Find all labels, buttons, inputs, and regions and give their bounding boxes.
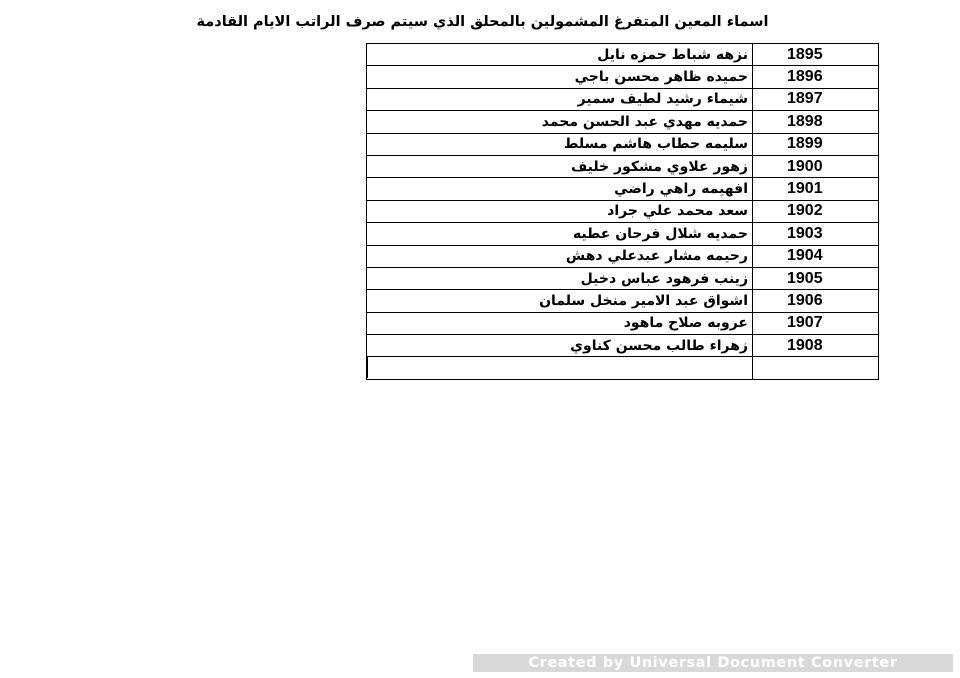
row-number: 1903 bbox=[753, 223, 879, 245]
row-name: سليمه حطاب هاشم مسلط bbox=[367, 133, 753, 155]
empty-name-cell bbox=[367, 357, 753, 379]
table-row bbox=[367, 267, 879, 289]
row-name: حمديه مهدي عبد الحسن محمد bbox=[367, 111, 753, 133]
row-name: عروبه صلاح ماهود bbox=[367, 312, 753, 334]
empty-cell-left bbox=[367, 357, 496, 378]
table-row bbox=[367, 111, 879, 133]
row-number: 1898 bbox=[753, 111, 879, 133]
row-number: 1896 bbox=[753, 66, 879, 88]
row-name: حميده ظاهر محسن باجي bbox=[367, 66, 753, 88]
row-number: 1899 bbox=[753, 133, 879, 155]
table-row bbox=[367, 44, 879, 66]
table-row bbox=[367, 290, 879, 312]
empty-table-row bbox=[367, 357, 879, 379]
row-number: 1907 bbox=[753, 312, 879, 334]
row-number: 1901 bbox=[753, 178, 879, 200]
table-row bbox=[367, 66, 879, 88]
row-name: زينب فرهود عباس دخيل bbox=[367, 267, 753, 289]
empty-split-cell bbox=[367, 357, 752, 378]
row-name: نزهه شباط حمزه نايل bbox=[367, 44, 753, 66]
row-name: افهيمه راهي راضي bbox=[367, 178, 753, 200]
row-number: 1902 bbox=[753, 200, 879, 222]
converter-watermark: Created by Universal Document Converter bbox=[473, 654, 953, 672]
row-number: 1905 bbox=[753, 267, 879, 289]
table-row bbox=[367, 312, 879, 334]
table-row bbox=[367, 88, 879, 110]
table-row bbox=[367, 223, 879, 245]
row-number: 1895 bbox=[753, 44, 879, 66]
row-number: 1900 bbox=[753, 155, 879, 177]
table-row bbox=[367, 155, 879, 177]
row-name: زهراء طالب محسن كناوي bbox=[367, 335, 753, 357]
table-row bbox=[367, 335, 879, 357]
row-name: اشواق عبد الامير منخل سلمان bbox=[367, 290, 753, 312]
row-name: زهور علاوي مشكور خليف bbox=[367, 155, 753, 177]
names-table-body bbox=[367, 44, 879, 380]
table-row bbox=[367, 245, 879, 267]
empty-number-cell bbox=[753, 357, 879, 379]
names-table bbox=[366, 43, 879, 380]
table-row bbox=[367, 178, 879, 200]
row-number: 1904 bbox=[753, 245, 879, 267]
table-row bbox=[367, 133, 879, 155]
row-number: 1897 bbox=[753, 88, 879, 110]
row-name: شيماء رشيد لطيف سمير bbox=[367, 88, 753, 110]
row-number: 1908 bbox=[753, 335, 879, 357]
page-title: اسماء المعين المتفرغ المشمولين بالمحلق الذي سيتم صرف الراتب الايام القادمة bbox=[196, 14, 769, 30]
table-row bbox=[367, 200, 879, 222]
row-name: حمديه شلال فرحان عطيه bbox=[367, 223, 753, 245]
empty-cell-right bbox=[496, 357, 752, 378]
row-name: سعد محمد علي جراد bbox=[367, 200, 753, 222]
row-number: 1906 bbox=[753, 290, 879, 312]
row-name: رحيمه مشار عبدعلي دهش bbox=[367, 245, 753, 267]
